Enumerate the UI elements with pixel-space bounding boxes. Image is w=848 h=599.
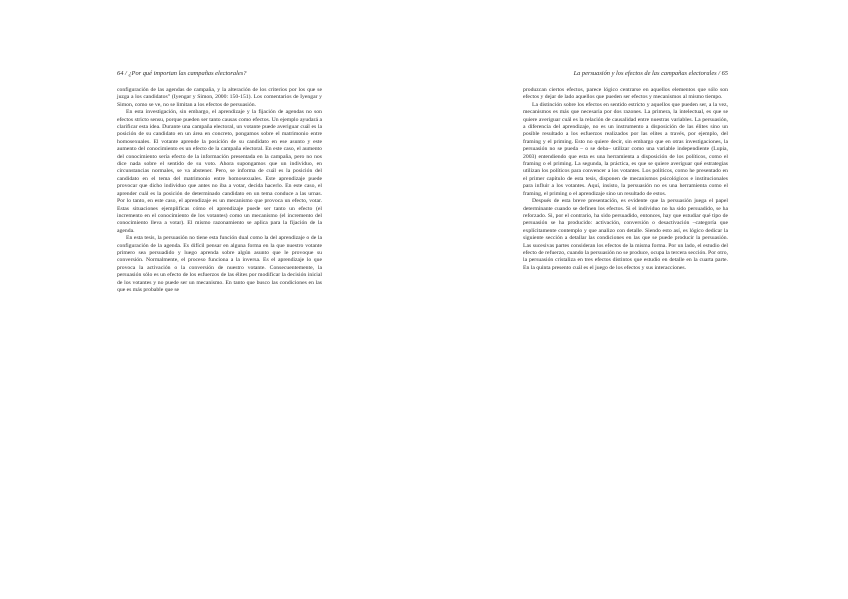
left-page xyxy=(117,70,322,294)
right-paragraph-2: La distinción sobre los efectos en sentido estricto y aquellos que pueden ser, a la vez, mecanismos es más que necesaria por dos razones. La primera, la intelectual, es que se quiere averiguar cuál es la relación de causalidad entre nuestras variables. La persuasión, a diferencia del aprendizaje, no es un instrumento a disposición de las élites sino un posible resultado a los esfuerzos realizados por las elites a través, por ejemplo, del framing y el priming. Esto no quiere decir, sin embargo que en otras investigaciones, la persuasión no se pueda – o se deba– utilizar como una variable independiente (Lupia, 2003) entendiendo que esta es una herramienta a disposición de los políticos, como el framing o el priming. La segunda, la práctica, es que se quiere averiguar qué estrategias utilizan los políticos para convencer a los votantes. Los políticos, como he presentado en el primer capítulo de esta tesis, disponen de mecanismos psicológicos e institucionales para influir a los votantes. Aquí, insisto, la persuasión no es una herramienta como el framing, el priming o el aprendizaje sino un resultado de estos. xyxy=(523,101,728,197)
left-paragraph-1: configuración de las agendas de campaña, y la alteración de los criterios por los que se juzga a los candidatos” (Iyengar y Simon, 2000: 150-151). Los comentarios de Iyengar y Simon, como se ve, no se limitan a los efectos de persuasión. xyxy=(117,87,322,108)
left-body-text xyxy=(117,87,322,294)
right-running-head: La persuasión y los efectos de las campañas electorales / 65 xyxy=(573,70,728,77)
left-paragraph-2: En esta investigación, sin embargo, el aprendizaje y la fijación de agendas no son efectos stricto sensu, porque pueden ser tanto causas como efectos. Un ejemplo ayudará a clarificar esta idea. Durante una campaña electoral, un votante puede averiguar cuál es la posición de su candidato en un área en concreto, pongamos sobre el matrimonio entre homosexuales. El votante aprende la posición de su candidato en ese asunto y este aumento del conocimiento es un efecto de la campaña electoral. En este caso, el aumento del conocimiento sería efecto de la información presentada en la campaña, pero no nos dice nada sobre el sentido de su voto. Ahora supongamos que un individuo, en circunstancias normales, se va abstener. Pero, se informa de cuál es la posición del candidato en el tema del matrimonio entre homosexuales. Este aprendizaje puede provocar que dicho individuo que antes no iba a votar, decida hacerlo. En este caso, el aprender cuál es la posición de determinado candidato en un tema conduce a las urnas. Por lo tanto, en este caso, el aprendizaje es un mecanismo que provoca un efecto, votar. Estas situaciones ejemplificas cómo el aprendizaje puede ser tanto un efecto (el incremento en el conocimiento de los votantes) como un mecanismo (el incremento del conocimiento lleva a votar). El mismo razonamiento se aplica para la fijación de la agenda. xyxy=(117,109,322,234)
right-page xyxy=(523,70,728,272)
right-body-text xyxy=(523,87,728,272)
right-paragraph-1: produzcan ciertos efectos, parece lógico centrarse en aquellos elementos que sólo son efectos y dejar de lado aquellos que pueden ser efectos y mecanismos al mismo tiempo. xyxy=(523,87,728,101)
left-paragraph-3: En esta tesis, la persuasión no tiene esta función dual como la del aprendizaje o de la configuración de la agenda. Es difícil pensar en alguna forma en la que nuestro votante primero sea persuadido y luego aprenda sobre algún asunto que le provoque su conversión. Normalmente, el proceso funciona a la inversa. Es el aprendizaje lo que provoca la activación o la conversión de nuestro votante. Consecuentemente, la persuasión sólo es un efecto de los esfuerzos de las élites por modificar la decisión inicial de los votantes y no puede ser un mecanismo. En tanto que busco las condiciones en las que es más probable que se xyxy=(117,235,322,293)
left-running-head: 64 / ¿Por qué importan las campañas electorales? xyxy=(117,70,247,77)
right-paragraph-3: Después de esta breve presentación, es evidente que la persuasión juega el papel determinante cuando se definen los efectos. Si el individuo no ha sido persuadido, se ha reforzado. Si, por el contrario, ha sido persuadido, entonces, hay que estudiar qué tipo de persuasión se ha producido: activación, conversión o desactivación –categoría que explícitamente contemplo y que analizo con detalle. Siendo esto así, es lógico dedicar la siguiente sección a detallar las condiciones en las que se puede producir la persuasión. Las sucesivas partes consideran los efectos de la misma forma. Por un lado, el estudio del efecto de refuerzo, cuando la persuasión no se produce, ocupa la tercera sección. Por otro, la persuasión cristaliza en tres efectos distintos que estudio en detalle en la cuarta parte. En la quinta presento cuál es el juego de los efectos y sus interacciones. xyxy=(523,198,728,271)
